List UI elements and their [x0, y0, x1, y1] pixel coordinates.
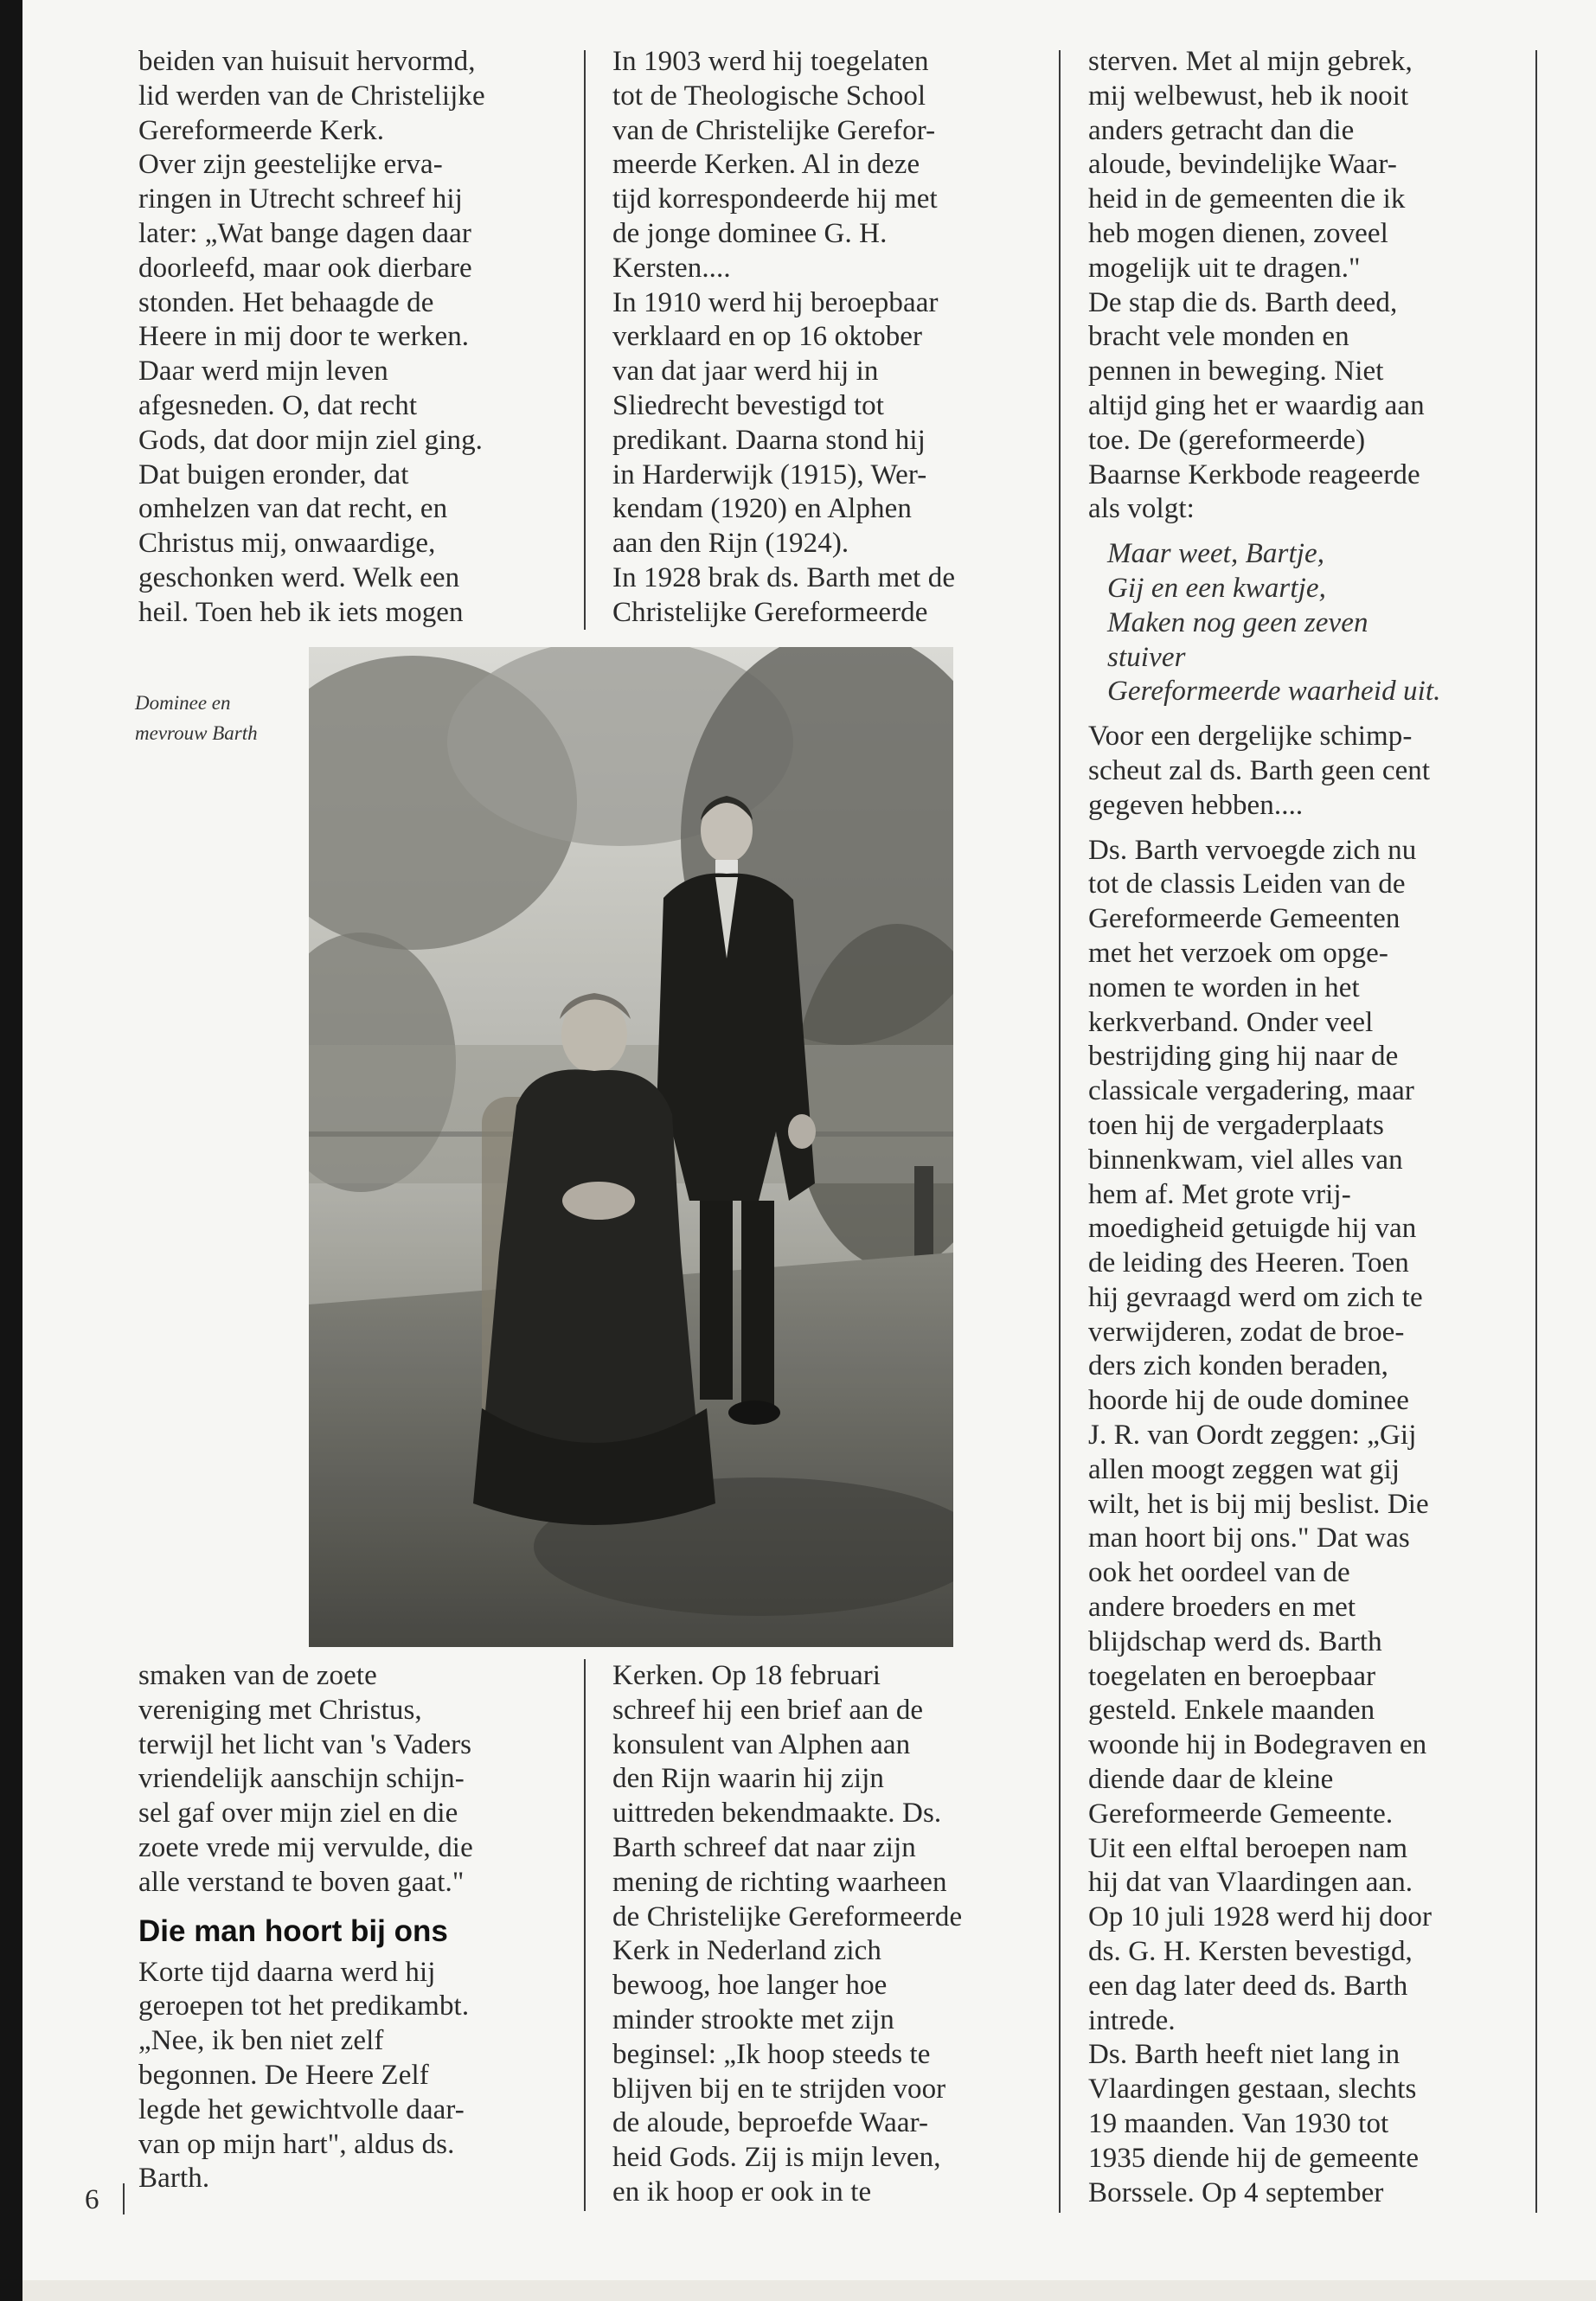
body-text: sterven. Met al mijn gebrek, mij welbewust, heb ik nooit anders getracht dan die aloude, bevindelijke Waar- heid in de gemeenten die ik heb mogen dienen, zoveel mogelijk uit te dragen." De stap die ds. Barth deed, bracht vele monden en pennen in beweging. Niet altijd ging het er waardig aan toe. De (gereformeerde) Baarnse Kerkbode reageerde als volgt: — [1088, 46, 1425, 525]
body-text: In 1903 werd hij toegelaten tot de Theologische School van de Christelijke Gerefor- meerde Kerken. Al in deze tijd korrespondeerde hij met de jonge dominee G. H. Kersten.... In 1910 werd hij beroepbaar verklaard en op 16 oktober van dat jaar werd hij in Sliedrecht bevestigd tot predikant. Daarna stond hij in Harderwijk (1915), Wer- kendam (1920) en Alphen aan den Rijn (1924). In 1928 brak ds. Barth met de Christelijke Gereformeerde — [612, 46, 956, 628]
column-2-top — [612, 45, 1054, 631]
column-1-bottom — [138, 1659, 575, 2196]
body-text: smaken van de zoete vereniging met Christus, terwijl het licht van 's Vaders vriendelijk aanschijn schijn- sel gaf over mijn ziel en die zoete vrede mij vervulde, die alle verstand te boven gaat." — [138, 1660, 473, 1898]
body-text: Ds. Barth vervoegde zich nu tot de classis Leiden van de Gereformeerde Gemeenten met het verzoek om opge- nomen te worden in het kerkverband. Onder veel bestrijding ging hij naar de classicale vergadering, maar toen hij de vergaderplaats binnenkwam, viel alles van hem af. Met grote vrij- moedigheid getuigde hij van de leiding des Heeren. Toen hij gevraagd werd om zich te verwijderen, zodat de broe- ders zich konden beraden, hoorde hij de oude dominee J. R. van Oordt zeggen: „Gij allen moogt zeggen wat gij wilt, het is bij mij beslist. Die man hoort bij ons." Dat was ook het oordeel van de andere broeders en met blijdschap werd ds. Barth toegelaten en beroepbaar gesteld. Enkele maanden woonde hij in Bodegraven en diende daar de kleine Gereformeerde Gemeente. Uit een elftal beroepen nam hij dat van Vlaardingen aan. Op 10 juli 1928 werd hij door ds. G. H. Kersten bevestigd, een dag later deed ds. Barth intrede. Ds. Barth heeft niet lang in Vlaardingen gestaan, slechts 19 maanden. Van 1930 tot 1935 diende hij de gemeente Borssele. Op 4 september — [1088, 834, 1433, 2208]
column-1-top — [138, 45, 575, 631]
body-text: Korte tijd daarna werd hij geroepen tot het predikambt. „Nee, ik ben niet zelf begonnen. De Heere Zelf legde het gewichtvolle daar- van op mijn hart", aldus ds. Barth. — [138, 1956, 470, 2195]
page-number: 6 — [85, 2184, 99, 2215]
scan-edge-bar — [0, 0, 22, 2301]
photo-illustration — [309, 647, 953, 1647]
section-heading: Die man hoort bij ons — [138, 1913, 448, 1948]
poem-verse: Maar weet, Bartje, Gij en een kwartje, Maken nog geen zeven stuiver Gereformeerde waarheid uit. — [1107, 538, 1441, 708]
body-text: beiden van huisuit hervormd, lid werden van de Christelijke Gereformeerde Kerk. Over zijn geestelijke erva- ringen in Utrecht schreef hij later: „Wat bange dagen daar doorleefd, maar ook dierbare stonden. Het behaagde de Heere in mij door te werken. Daar werd mijn leven afgesneden. O, dat recht Gods, dat door mijn ziel ging. Dat buigen eronder, dat omhelzen van dat recht, en Christus mij, onwaardige, geschonken werd. Welk een heil. Toen heb ik iets mogen — [138, 46, 485, 628]
column-2-bottom — [612, 1659, 1054, 2210]
column-3 — [1088, 45, 1531, 2210]
page-number-rule — [123, 2183, 125, 2214]
photo-dominee-mevrouw-barth — [309, 647, 953, 1647]
column-rule — [584, 1659, 586, 2211]
body-text: Kerken. Op 18 februari schreef hij een brief aan de konsulent van Alphen aan den Rijn waarin hij zijn uittreden bekendmaakte. Ds. Barth schreef dat naar zijn mening de richting waarheen de Christelijke Gereformeerde Kerk in Nederland zich bewoog, hoe langer hoe minder strookte met zijn beginsel: „Ik hoop steeds te blijven bij en te strijden voor de aloude, beproefde Waar- heid Gods. Zij is mijn leven, en ik hoop er ook in te — [612, 1660, 963, 2208]
column-rule — [1535, 50, 1537, 2213]
scan-bottom-strip — [22, 2280, 1596, 2301]
photo-caption: Dominee en mevrouw Barth — [135, 692, 258, 744]
column-rule — [1059, 50, 1061, 2213]
body-text: Voor een dergelijke schimp- scheut zal ds. Barth geen cent gegeven hebben.... — [1088, 721, 1431, 821]
column-rule — [584, 50, 586, 630]
